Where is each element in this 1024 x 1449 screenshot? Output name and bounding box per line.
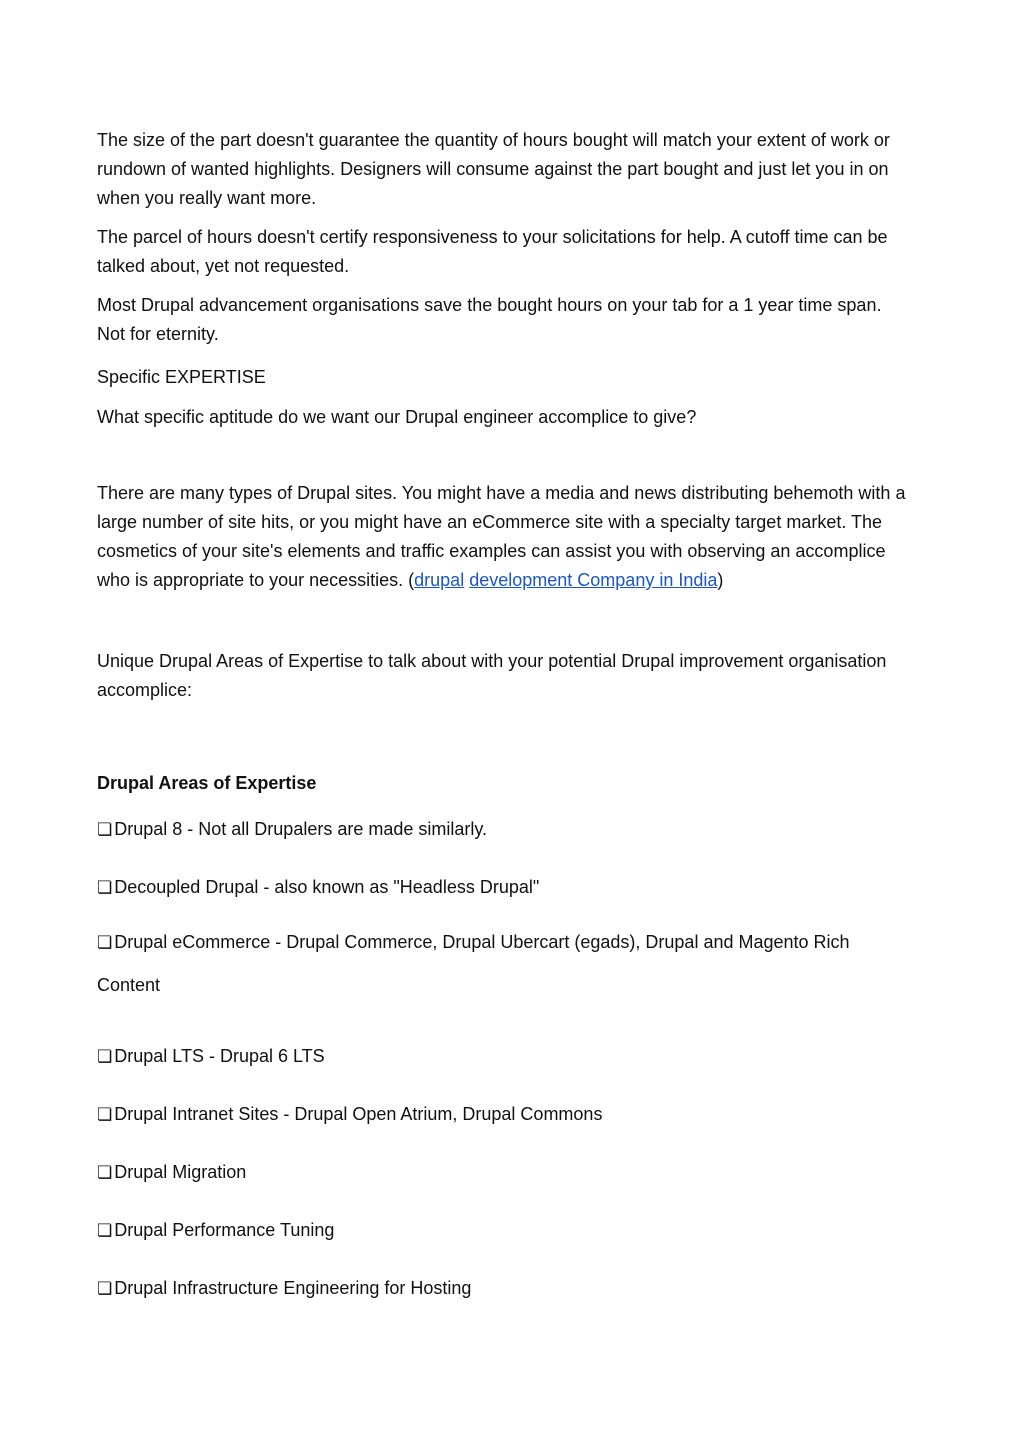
document-page: [97, 126, 912, 1303]
list-item-label: Decoupled Drupal - also known as "Headless Drupal": [114, 877, 540, 897]
list-item: [97, 873, 912, 902]
development-company-link[interactable]: development Company in India: [469, 570, 718, 590]
paragraph-responsiveness: The parcel of hours doesn't certify responsiveness to your solicitations for help. A cutoff time can be talked about, yet not requested.: [97, 227, 888, 276]
paragraph-unique-areas: Unique Drupal Areas of Expertise to talk about with your potential Drupal improvement organisation accomplice:: [97, 651, 887, 700]
checkbox-bullet-icon: ❏: [97, 820, 113, 839]
paragraph-site-types: [97, 479, 912, 595]
checkbox-bullet-icon: ❏: [97, 1163, 113, 1182]
paragraph-question: What specific aptitude do we want our Drupal engineer accomplice to give?: [97, 407, 697, 427]
list-item-label: Drupal Performance Tuning: [114, 1220, 335, 1240]
list-item-label: Drupal Migration: [114, 1162, 247, 1182]
checkbox-bullet-icon: ❏: [97, 1221, 113, 1240]
expertise-heading: Drupal Areas of Expertise: [97, 773, 317, 793]
list-item-label: Drupal eCommerce - Drupal Commerce, Drupal Ubercart (egads), Drupal and Magento Rich Content: [97, 932, 850, 995]
expertise-list: [97, 815, 912, 1303]
list-item-label: Drupal Infrastructure Engineering for Hosting: [114, 1278, 472, 1298]
checkbox-bullet-icon: ❏: [97, 1279, 113, 1298]
list-item: [97, 1042, 912, 1071]
checkbox-bullet-icon: ❏: [97, 933, 113, 952]
checkbox-bullet-icon: ❏: [97, 1047, 113, 1066]
section-title-expertise: Specific EXPERTISE: [97, 367, 266, 387]
list-item-label: Drupal Intranet Sites - Drupal Open Atrium, Drupal Commons: [114, 1104, 603, 1124]
paragraph-hours-scope: The size of the part doesn't guarantee the quantity of hours bought will match your extent of work or rundown of wanted highlights. Designers will consume against the part bought and just let you in on when you really want more.: [97, 130, 890, 208]
paragraph-hours-saved: Most Drupal advancement organisations save the bought hours on your tab for a 1 year time span. Not for eternity.: [97, 295, 882, 344]
checkbox-bullet-icon: ❏: [97, 878, 113, 897]
list-item: [97, 1274, 912, 1303]
list-item: [97, 1100, 912, 1129]
drupal-link[interactable]: drupal: [414, 570, 465, 590]
checkbox-bullet-icon: ❏: [97, 1105, 113, 1124]
list-item: [97, 921, 912, 1007]
list-item-label: Drupal LTS - Drupal 6 LTS: [114, 1046, 325, 1066]
list-item: [97, 1216, 912, 1245]
closing-paren: ): [717, 570, 724, 590]
list-item: [97, 1158, 912, 1187]
list-item: [97, 815, 912, 844]
paragraph-site-types-text: There are many types of Drupal sites. You might have a media and news distributing behemoth with a large number of site hits, or you might have an eCommerce site with a specialty target market. The cosmetics of your site's elements and traffic examples can assist you with observing an accomplice who is appropriate to your necessities. (: [97, 483, 906, 590]
list-item-label: Drupal 8 - Not all Drupalers are made similarly.: [114, 819, 488, 839]
